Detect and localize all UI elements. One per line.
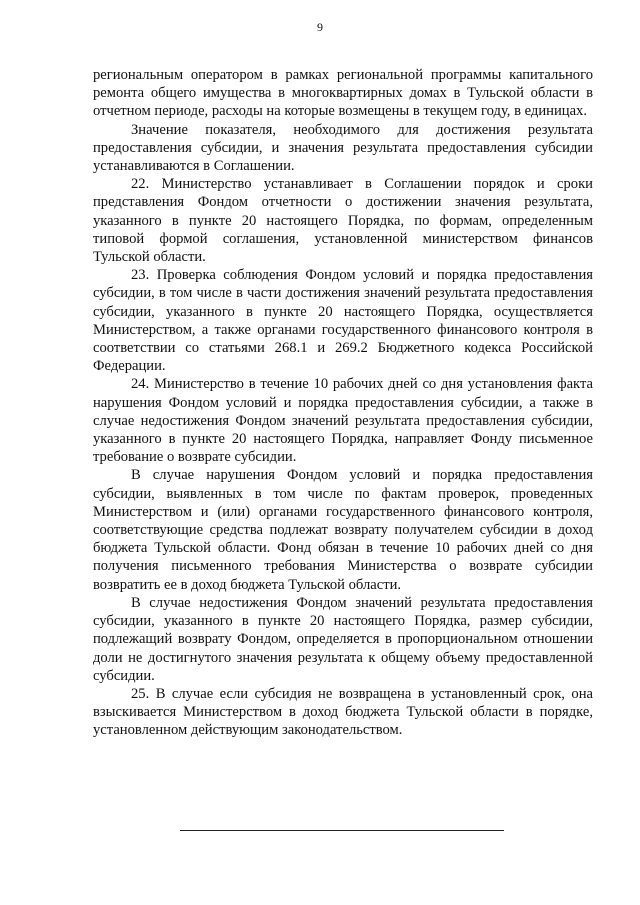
paragraph-clause-23: 23. Проверка соблюдения Фондом условий и порядка предоставления субсидии, в том числе в части достижения значений результата предоставления субсидии, указанного в пункте 20 настоящего Порядка, осуществляется Министерством, а также органами государственного финансового контроля в соответствии со статьями 268.1 и 269.2 Бюджетного кодекса Российской Федерации. — [93, 267, 593, 375]
paragraph-non-achievement-return: В случае недостижения Фондом значений результата предоставления субсидии, указанного в пункте 20 настоящего Порядка, размер субсидии, подлежащий возврату Фондом, определяется в пропорциональном отношении доли не достигнутого значения результата к общему объему предоставленной субсидии. — [93, 594, 593, 684]
paragraph-clause-25: 25. В случае если субсидия не возвращена в установленный срок, она взыскивается Министерством в доход бюджета Тульской области в порядке, установленном действующим законодательством. — [93, 685, 593, 739]
page-number: 9 — [317, 20, 323, 34]
paragraph-violation-return: В случае нарушения Фондом условий и порядка предоставления субсидии, выявленных в том числе по фактам проверок, проведенных Министерством и (или) органами государственного финансового контроля, соответствующие средства подлежат возврату получателем субсидии в доход бюджета Тульской области. Фонд обязан в течение 10 рабочих дней со дня получения письменного требования Министерства о возврате субсидии возвратить ее в доход бюджета Тульской области. — [93, 467, 593, 593]
paragraph-indicator-values: Значение показателя, необходимого для достижения результата предоставления субсидии, и значения результата предоставления субсидии устанавливаются в Соглашении. — [93, 121, 593, 175]
paragraph-clause-22: 22. Министерство устанавливает в Соглашении порядок и сроки представления Фондом отчетности о достижении значения результата, указанного в пункте 20 настоящего Порядка, по формам, определенным типовой формой соглашения, установленной министерством финансов Тульской области. — [93, 176, 593, 266]
end-of-document-rule — [180, 830, 504, 831]
paragraph-clause-24: 24. Министерство в течение 10 рабочих дней со дня установления факта нарушения Фондом условий и порядка предоставления субсидии, а также в случае недостижения Фондом значений результата предоставления субсидии, указанного в пункте 20 настоящего Порядка, направляет Фонду письменное требование о возврате субсидии. — [93, 376, 593, 466]
document-body — [93, 66, 593, 740]
paragraph-continuation: региональным оператором в рамках региональной программы капитального ремонта общего имущества в многоквартирных домах в Тульской области в отчетном периоде, расходы на которые возмещены в текущем году, в единицах. — [93, 67, 593, 120]
